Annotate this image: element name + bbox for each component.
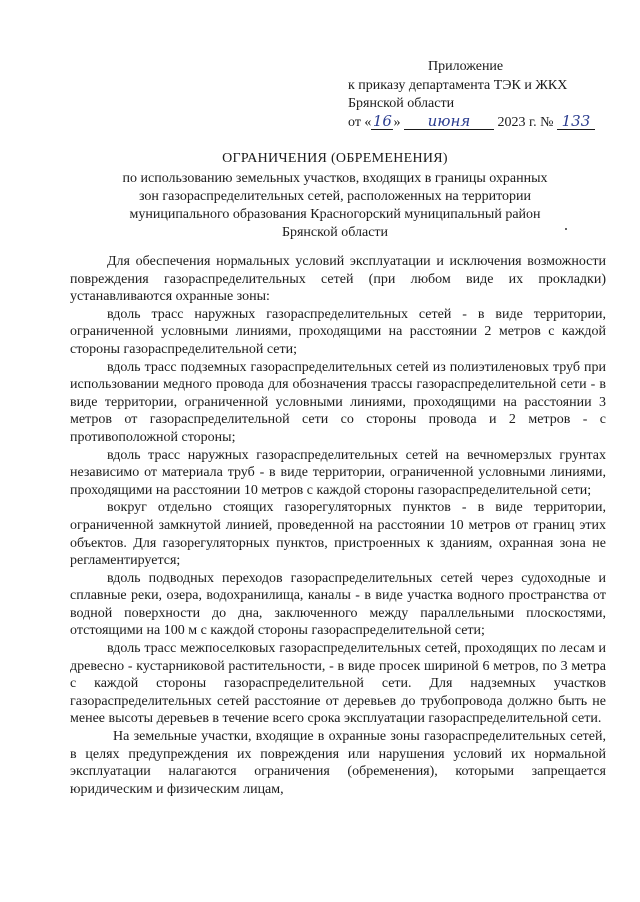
body-paragraph: вокруг отдельно стоящих газорегуляторных пунктов - в виде территории, ограниченной замкнутой линией, проведенной на расстоянии 10 метров от границ этих объектов. Для газорегуляторных пунктов, пристроенных к зданиям, охранная зона не регламентируется; (70, 500, 606, 569)
body-paragraph: вдоль трасс межпоселковых газораспределительных сетей, проходящих по лесам и древесно - кустарниковой растительности, - в виде просек шириной 6 метров, по 3 метра с каждой стороны газораспределительной сети. Для надземных участков газораспределительных сетей расстояние от деревьев до трубопровода должно быть не менее высоты деревьев в течение всего срока эксплуатации газораспределительной сети. (70, 641, 606, 727)
body-paragraph: вдоль трасс наружных газораспределительных сетей - в виде территории, ограниченной условными линиями, проходящими на расстоянии 2 метров с каждой стороны газораспределительной сети; (70, 306, 606, 357)
document-body (70, 253, 606, 798)
title-main: ОГРАНИЧЕНИЯ (ОБРЕМЕНЕНИЯ) (222, 151, 448, 166)
appendix-region: Брянской области (348, 96, 455, 111)
date-prefix: от « (348, 114, 372, 130)
body-paragraph: вдоль трасс наружных газораспределительных сетей на вечномерзлых грунтах независимо от материала труб - в виде территории, ограниченной условными линиями, проходящими на расстоянии 10 метров с каждой стороны газораспределительной сети; (70, 447, 606, 498)
body-paragraph: вдоль трасс подземных газораспределительных сетей из полиэтиленовых труб при использовании медного провода для обозначения трассы газораспределительной сети - в виде территории, ограниченной условными линиями, проходящими на расстоянии 3 метров от газораспределительной сети со стороны провода и 2 метров - с противоположной стороны; (70, 359, 606, 445)
title-line: по использованию земельных участков, входящих в границы охранных (122, 171, 548, 186)
date-mid: » (393, 114, 401, 130)
document-title (60, 150, 610, 242)
date-month: июня (404, 114, 494, 130)
date-day: 16 (372, 111, 392, 130)
title-line: зон газораспределительных сетей, расположенных на территории (138, 189, 532, 204)
body-paragraph: На земельные участки, входящие в охранные зоны газораспределительных сетей, в целях предупреждения их повреждения или нарушения условий их нормальной эксплуатации налагаются ограничения (обременения), которыми запрещается юридическим и физическим лицам, (70, 729, 606, 797)
body-paragraph: Для обеспечения нормальных условий эксплуатации и исключения возможности повреждения газораспределительных сетей (при любом виде их прокладки) устанавливаются охранные зоны: (70, 254, 606, 305)
appendix-date-line (348, 111, 628, 133)
body-paragraph: вдоль подводных переходов газораспределительных сетей через судоходные и сплавные реки, озера, водохранилища, каналы - в виде участка водного пространства от водной поверхности до дна, заключенного между параллельными плоскостями, отстоящими на 100 м с каждой стороны газораспределительной сети; (70, 570, 606, 639)
date-year: 2023 г. № (497, 114, 554, 130)
order-number: 133 (557, 114, 595, 130)
title-line: муниципального образования Красногорский муниципальный район (129, 207, 541, 222)
appendix-header (348, 58, 628, 132)
appendix-label: Приложение (428, 59, 504, 74)
title-line: Брянской области (281, 225, 389, 240)
appendix-order-ref: к приказу департамента ТЭК и ЖКХ (348, 77, 568, 93)
